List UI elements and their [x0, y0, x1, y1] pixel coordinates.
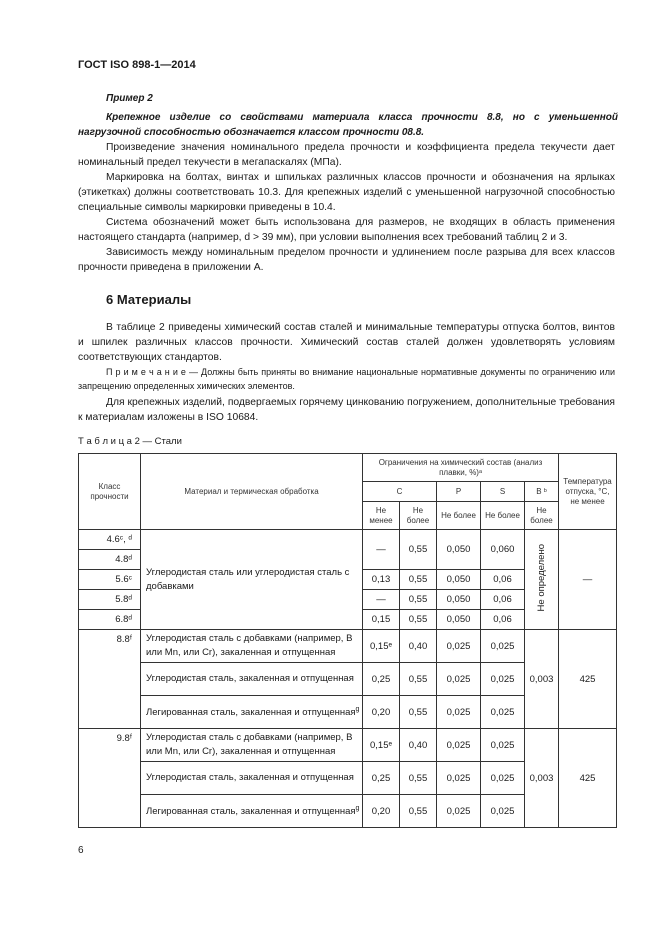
header-b-max: Не более [525, 502, 559, 530]
header-temp: Температура отпуска, °С, не менее [559, 454, 617, 530]
page-number: 6 [78, 845, 84, 856]
s-cell: 0,025 [481, 729, 525, 762]
p-cell: 0,025 [437, 663, 481, 696]
section-paragraph-2: Для крепежных изделий, подвергаемых горячему цинкованию погружением, дополнительные требования к материалам изложены в ISO 10684. [78, 397, 615, 423]
header-p-max: Не более [437, 502, 481, 530]
footnote-mark: g [355, 706, 360, 714]
b-cell: 0,003 [525, 729, 559, 828]
b-cell [525, 530, 559, 630]
c-min-cell: 0,13 [363, 570, 400, 590]
example-title: Пример 2 [106, 93, 153, 104]
s-cell: 0,060 [481, 530, 525, 570]
p-cell: 0,025 [437, 729, 481, 762]
c-max-cell: 0,40 [400, 630, 437, 663]
section-title: 6 Материалы [106, 292, 192, 307]
table-caption: Т а б л и ц а 2 — Стали [78, 436, 182, 447]
example-text: Крепежное изделие со свойствами материала класса прочности 8.8, но с уменьшенной нагрузочной способностью обозначается классом прочности 08.8. [78, 112, 618, 138]
s-cell: 0,025 [481, 663, 525, 696]
p-cell: 0,025 [437, 795, 481, 828]
temp-cell: 425 [559, 630, 617, 729]
p-cell: 0,025 [437, 630, 481, 663]
material-cell: Углеродистая сталь или углеродистая сталь с добавками [141, 530, 363, 630]
p-cell: 0,050 [437, 610, 481, 630]
material-cell [141, 795, 363, 828]
c-min-cell: 0,25 [363, 663, 400, 696]
s-cell: 0,025 [481, 762, 525, 795]
footnote-mark: g [355, 805, 360, 813]
material-cell: Углеродистая сталь, закаленная и отпущенная [141, 762, 363, 795]
c-max-cell: 0,55 [400, 696, 437, 729]
p-cell: 0,050 [437, 570, 481, 590]
s-cell: 0,06 [481, 590, 525, 610]
c-max-cell: 0,55 [400, 762, 437, 795]
s-cell: 0,025 [481, 696, 525, 729]
header-s-max: Не более [481, 502, 525, 530]
paragraph-4: Зависимость между номинальным пределом прочности и удлинением после разрыва для всех классов прочности приведена в приложении А. [78, 247, 615, 273]
c-max-cell: 0,40 [400, 729, 437, 762]
header-c-max: Не более [400, 502, 437, 530]
header-p: P [437, 482, 481, 502]
s-cell: 0,06 [481, 570, 525, 590]
material-text: Легированная сталь, закаленная и отпущенная [146, 806, 356, 818]
c-max-cell: 0,55 [400, 610, 437, 630]
header-limits: Ограничения на химический состав (анализ плавки, %)ᵃ [363, 454, 559, 482]
header-c: C [363, 482, 437, 502]
header-b: B ᵇ [525, 482, 559, 502]
paragraph-1: Произведение значения номинального предела прочности и коэффициента предела текучести дает номинальный предел текучести в мегапаскалях (МПа). [78, 142, 615, 168]
c-max-cell: 0,55 [400, 663, 437, 696]
material-text: Легированная сталь, закаленная и отпущенная [146, 707, 356, 719]
material-cell: Углеродистая сталь с добавками (например, В или Mn, или Cr), закаленная и отпущенная [141, 729, 363, 762]
c-max-cell: 0,55 [400, 530, 437, 570]
class-cell: 8.8ᶠ [79, 630, 141, 729]
section-note: П р и м е ч а н и е — Должны быть приняты во внимание национальные нормативные документы по ограничению или запрещению определенных химических элементов. [78, 367, 615, 391]
c-min-cell: — [363, 590, 400, 610]
class-cell: 5.6ᶜ [79, 570, 141, 590]
c-max-cell: 0,55 [400, 795, 437, 828]
s-cell: 0,06 [481, 610, 525, 630]
b-not-defined: Не определено [536, 544, 548, 612]
header-material: Материал и термическая обработка [141, 454, 363, 530]
material-cell [141, 696, 363, 729]
temp-cell: 425 [559, 729, 617, 828]
material-cell: Углеродистая сталь, закаленная и отпущенная [141, 663, 363, 696]
class-cell: 4.8ᵈ [79, 550, 141, 570]
c-min-cell: — [363, 530, 400, 570]
c-max-cell: 0,55 [400, 570, 437, 590]
c-min-cell: 0,20 [363, 795, 400, 828]
p-cell: 0,050 [437, 590, 481, 610]
c-max-cell: 0,55 [400, 590, 437, 610]
b-cell: 0,003 [525, 630, 559, 729]
p-cell: 0,025 [437, 762, 481, 795]
c-min-cell: 0,20 [363, 696, 400, 729]
class-cell: 4.6ᶜ, ᵈ [79, 530, 141, 550]
header-class: Класс прочности [79, 454, 141, 530]
c-min-cell: 0,15ᵉ [363, 729, 400, 762]
c-min-cell: 0,15ᵉ [363, 630, 400, 663]
p-cell: 0,050 [437, 530, 481, 570]
steels-table [78, 453, 617, 828]
p-cell: 0,025 [437, 696, 481, 729]
c-min-cell: 0,25 [363, 762, 400, 795]
paragraph-3: Система обозначений может быть использована для размеров, не входящих в область применения настоящего стандарта (например, d > 39 мм), при условии выполнения всех требований таблиц 2 и 3. [78, 217, 615, 243]
class-cell: 9.8ᶠ [79, 729, 141, 828]
section-paragraph-1: В таблице 2 приведены химический состав сталей и минимальные температуры отпуска болтов, винтов и шпилек различных классов прочности. Химический состав сталей должен удовлетворять условиям соответствующих стандартов. [78, 322, 615, 363]
header-c-min: Не менее [363, 502, 400, 530]
c-min-cell: 0,15 [363, 610, 400, 630]
s-cell: 0,025 [481, 630, 525, 663]
header-s: S [481, 482, 525, 502]
document-header: ГОСТ ISO 898-1—2014 [78, 59, 196, 71]
s-cell: 0,025 [481, 795, 525, 828]
class-cell: 6.8ᵈ [79, 610, 141, 630]
class-cell: 5.8ᵈ [79, 590, 141, 610]
paragraph-2: Маркировка на болтах, винтах и шпильках различных классов прочности и обозначения на ярлыках (этикетках) должны соответствовать 10.3. Для крепежных изделий с уменьшенной нагрузочной способностью специальные символы маркировки приведены в 10.4. [78, 172, 615, 213]
temp-cell: — [559, 530, 617, 630]
material-cell: Углеродистая сталь с добавками (например, В или Mn, или Cr), закаленная и отпущенная [141, 630, 363, 663]
